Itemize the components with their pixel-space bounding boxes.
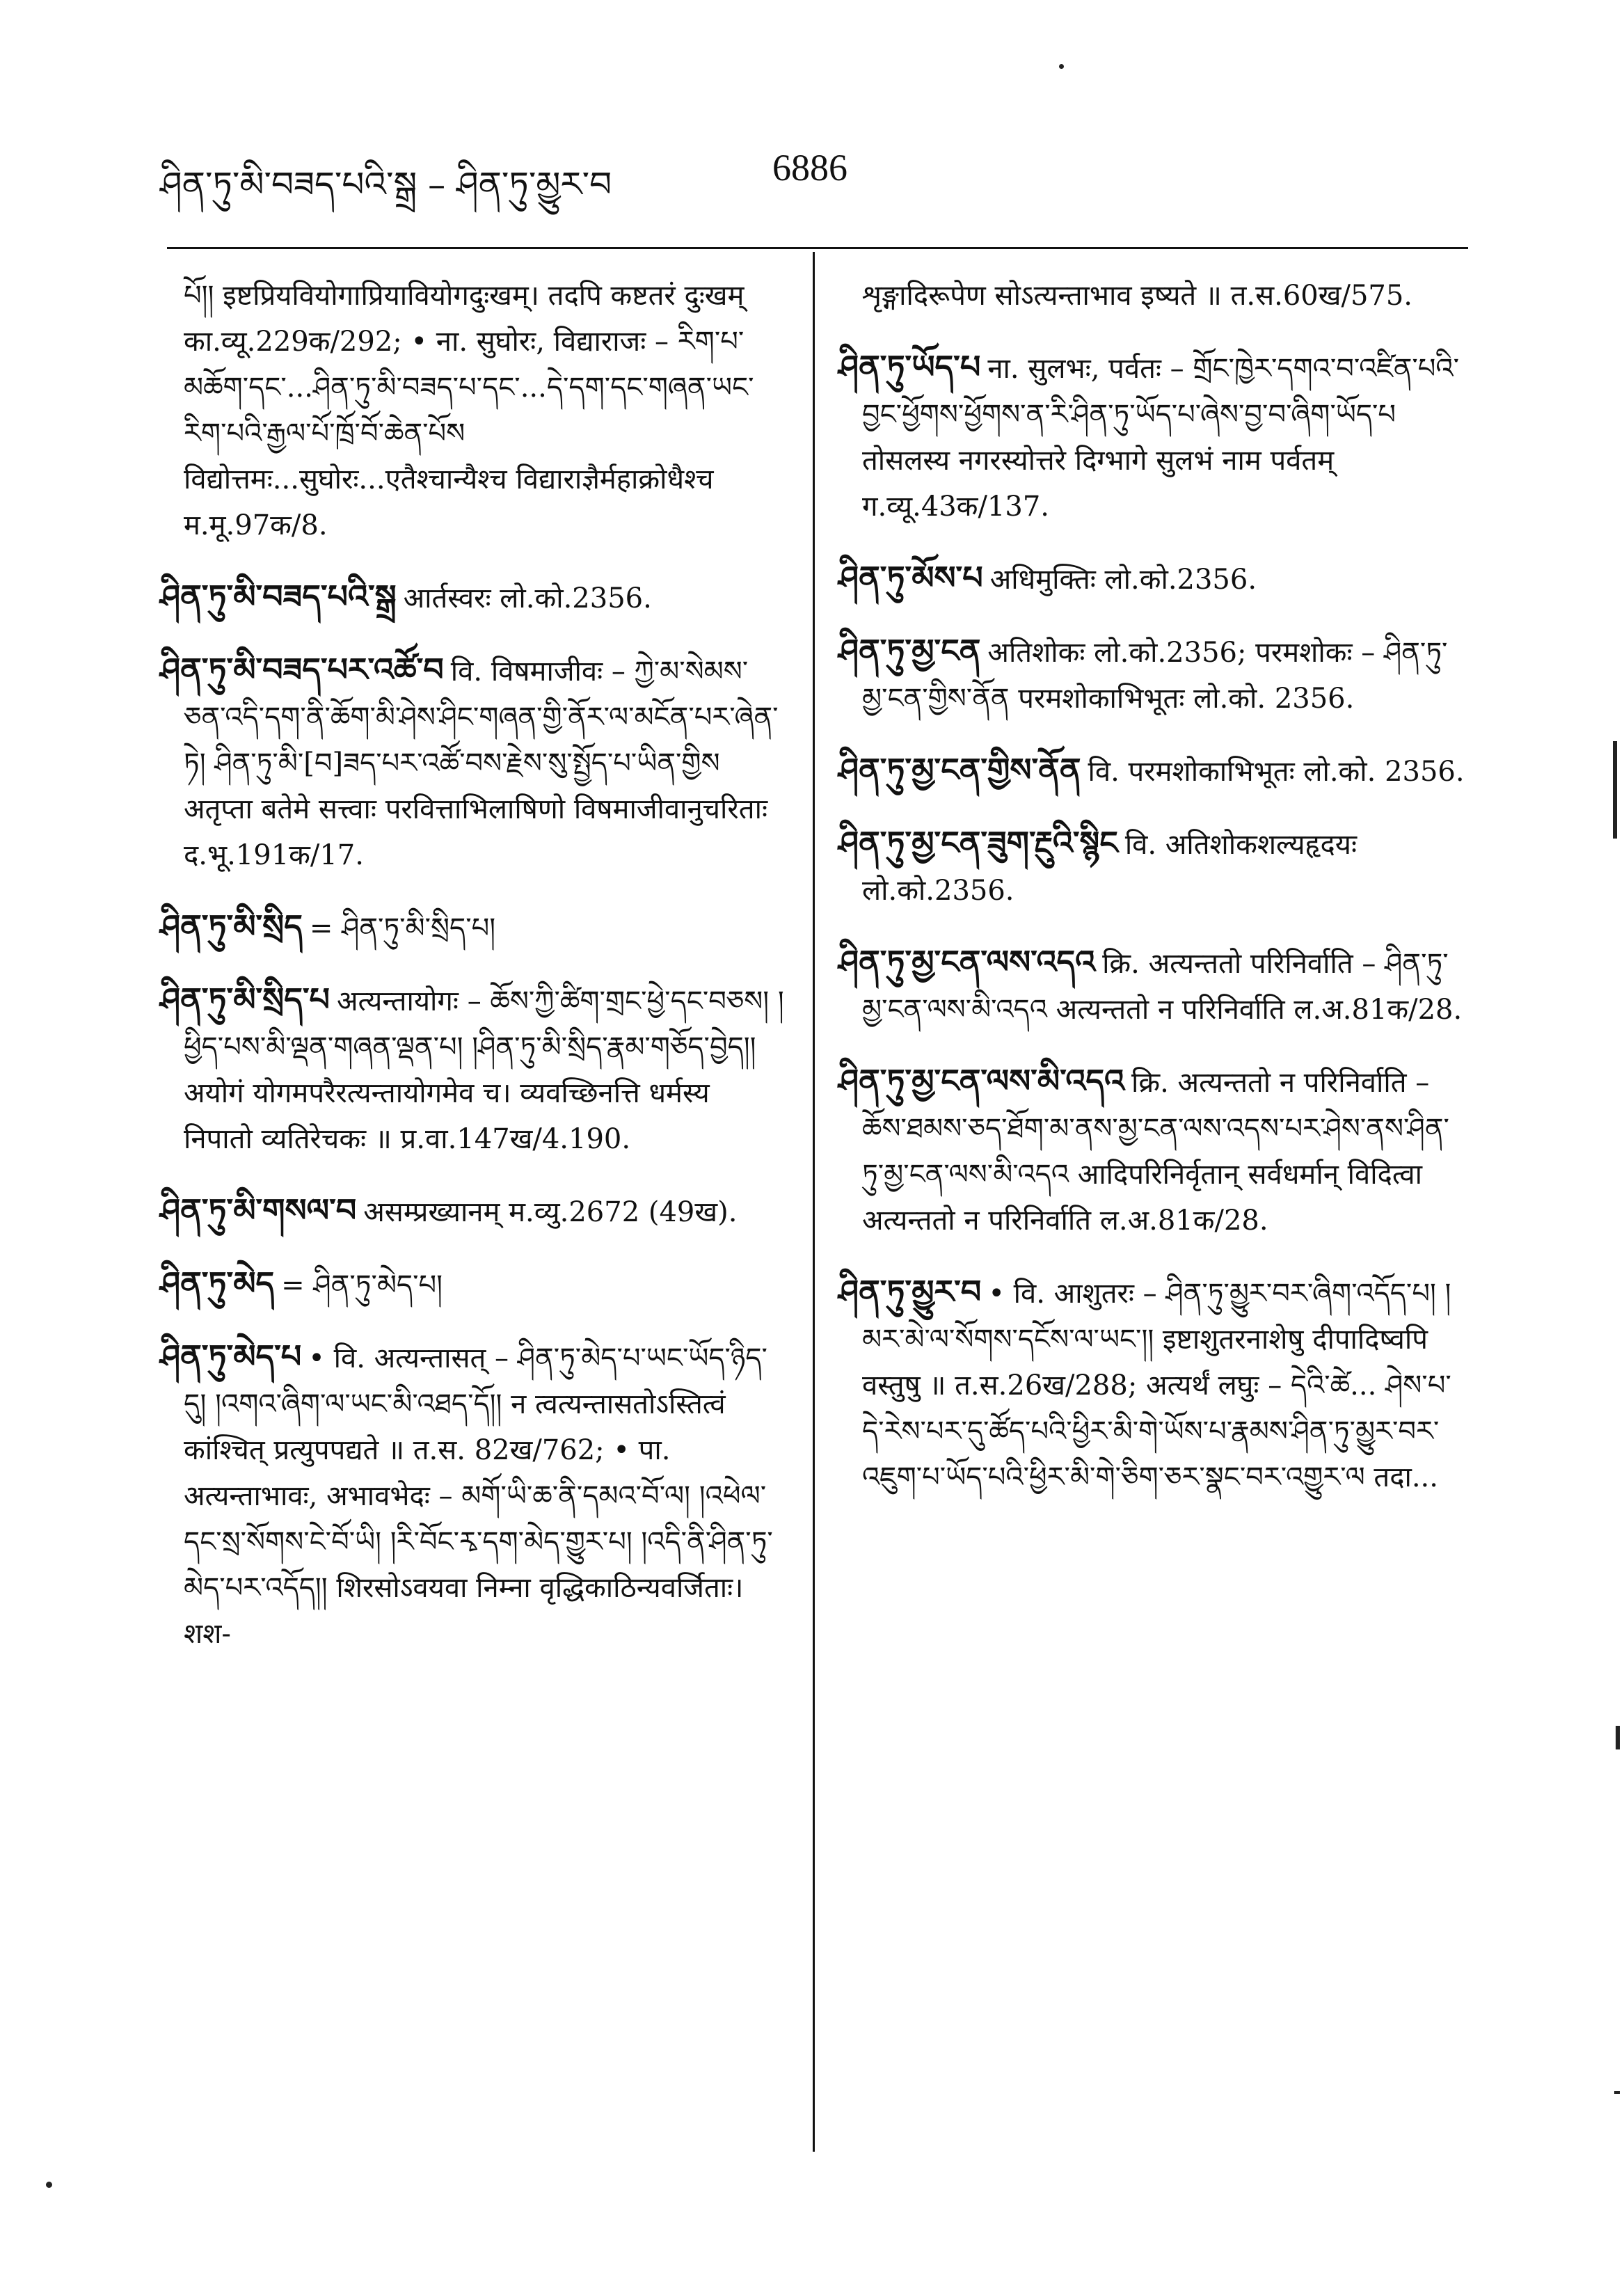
scan-edge-mark-3 <box>1614 2091 1620 2094</box>
dictionary-entry <box>838 939 1468 1033</box>
entry-definition: अतिशोकः लो.को.2356; परमशोकः – ཤིན་ཏུ་མྱ་ངན་གྱིས་ནོན परमशोकाभिभूतः लो.को. 2356. <box>862 637 1448 715</box>
dictionary-entry <box>838 820 1468 914</box>
dictionary-entry <box>160 976 786 1162</box>
right-column <box>838 273 1468 1525</box>
column-divider <box>813 252 815 2152</box>
entry-headword: ཤིན་ཏུ་མི་སྲིད <box>160 907 303 945</box>
scan-dot-bottom <box>46 2182 52 2188</box>
entry-definition: • वि. आशुतरः – ཤིན་ཏུ་མྱུར་བར་ཞིག་འདོད་པ། །མར་མེ་ལ་སོགས་དངོས་ལ་ཡང་།། इष्टाशुतरनाशेषु दीपादिष्वपि वस्तुषु ॥ त.स.26ख/288; अत्यर्थं लघुः – དེའི་ཚེ... ཤེས་པ་དེ་རེས་པར་དུ་ཚོད་པའི་ཕྱིར་མི་གེ་ཡོས་པ་རྣམས་ཤིན་ཏུ་མྱུར་བར་འཇུག་པ་ཡོད་པའི་ཕྱིར་མི་གེ་ཅིག་ཅར་སྣང་བར་འགྱུར་ལ तदा... <box>862 1278 1451 1493</box>
dictionary-entry <box>838 628 1468 722</box>
entry-headword: ཤིན་ཏུ་མི་སྲིད་པ <box>160 981 330 1018</box>
dictionary-entry <box>838 1269 1468 1500</box>
dictionary-entry <box>160 273 786 548</box>
entry-definition: वि. अतिशोकशल्यहृदयः लो.को.2356. <box>862 829 1358 907</box>
entry-definition: आर्तस्वरः लो.को.2356. <box>403 582 652 614</box>
entry-definition: • वि. अत्यन्तासत् – ཤིན་ཏུ་མེད་པ་ཡང་ཡོད་ཉིད་དུ། །འགའ་ཞིག་ལ་ཡང་མི་འཐད་དོ།། न त्वत्यन्तासतोऽस्तित्वं कांश्चित् प्रत्युपपद्यते ॥ त.स. 82ख/762; • पा. अत्यन्ताभावः, अभावभेदः – མགོ་ཡི་ཆ་ནི་དམའ་བོ་ལ། །འཕེལ་དང་སྲ་སོགས་ངེ་བོ་ཡི། །རི་བོང་རྭ་དག་མེད་གྱུར་པ། །འདི་ནི་ཤིན་ཏུ་མེད་པར་འདོད།། शिरसोऽवयवा निम्ना वृद्धिकाठिन्यवर्जिताः। शश- <box>184 1342 773 1650</box>
entry-headword: ཤིན་ཏུ་མྱ་ངན་གྱིས་ནོན <box>838 751 1081 788</box>
dictionary-entry <box>838 747 1468 795</box>
entry-headword: ཤིན་ཏུ་མེད <box>160 1264 275 1302</box>
entry-definition: असम्प्रख्यानम् म.व्यु.2672 (49ख). <box>363 1196 738 1228</box>
entry-headword: ཤིན་ཏུ་མི་བཟད་པར་འཚོ་བ <box>160 651 444 688</box>
entry-headword: ཤིན་ཏུ་མྱུར་བ <box>838 1273 982 1310</box>
entry-headword: ཤིན་ཏུ་མྱ་ངན་ལས་འདའ <box>838 943 1096 981</box>
dictionary-entry <box>838 555 1468 603</box>
entry-definition: = ཤིན་ཏུ་མེད་པ། <box>281 1269 443 1301</box>
entry-definition: वि. विषमाजीवः – ཀྱེ་མ་སེམས་ཅན་འདི་དག་ནི་ཆོག་མི་ཤེས་ཤིང་གཞན་གྱི་ནོར་ལ་མངོན་པར་ཞེན་ཏེ། ཤིན་ཏུ་མི་[བ]ཟད་པར་འཚོ་བས་རྗེས་སུ་སྤྱོད་པ་ཡིན་གྱིས अतृप्ता बतेमे सत्त्वाः परवित्ताभिलाषिणो विषमाजीवानुचरिताः द.भू.191क/17. <box>184 656 779 871</box>
page-header <box>160 146 1468 205</box>
scan-dot-top <box>1059 64 1064 69</box>
dictionary-entry <box>160 1187 786 1235</box>
entry-headword: ཤིན་ཏུ་མྱ་ངན་ལས་མི་འདའ <box>838 1062 1125 1100</box>
entry-definition: अत्यन्तायोगः – ཆོས་ཀྱི་ཚིག་གྲང་ཕྱེ་དང་བཅས། །ཕྱིད་པས་མི་ལྡན་གཞན་ལྡན་པ། །ཤིན་ཏུ་མི་སྲིད་རྣམ་གཅོད་བྱེད།། अयोगं योगमपरैरत्यन्तायोगमेव च। व्यवच्छिनत्ति धर्मस्य निपातो व्यतिरेचकः ॥ प्र.वा.147ख/4.190. <box>184 985 784 1155</box>
entry-headword: ཤིན་ཏུ་མྱ་ངན <box>838 632 981 669</box>
dictionary-entry <box>838 344 1468 530</box>
entry-definition: शृङ्गादिरूपेण सोऽत्यन्ताभाव इष्यते ॥ त.स.60ख/575. <box>862 280 1413 312</box>
entry-headword: ཤིན་ཏུ་མི་བཟད་པའི་སྒྲ <box>160 578 397 615</box>
entry-headword: ཤིན་ཏུ་ཡོད་པ <box>838 348 981 386</box>
entry-headword: ཤིན་ཏུ་མི་གསལ་བ <box>160 1191 357 1229</box>
entry-definition: क्रि. अत्यन्ततो न परिनिर्वाति – ཆོས་ཐམས་ཅད་ཐོག་མ་ནས་མྱ་ངན་ལས་འདས་པར་ཤེས་ནས་ཤིན་ཏུ་མྱ་ངན་ལས་མི་འདའ आदिपरिनिर्वृतान् सर्वधर्मान् विदित्वा अत्यन्ततो न परिनिर्वाति ल.अ.81क/28. <box>862 1067 1449 1237</box>
dictionary-entry <box>160 573 786 621</box>
dictionary-entry <box>838 1058 1468 1244</box>
dictionary-entry <box>160 903 786 951</box>
dictionary-entry <box>160 1260 786 1308</box>
entry-definition: = ཤིན་ཏུ་མི་སྲིད་པ། <box>309 912 496 944</box>
entry-headword: ཤིན་ཏུ་མེད་པ <box>160 1338 302 1375</box>
scan-edge-mark-2 <box>1616 1726 1620 1749</box>
entry-definition: वि. परमशोकाभिभूतः लो.को. 2356. <box>1088 756 1465 788</box>
entry-headword: ཤིན་ཏུ་མོས་པ <box>838 559 983 596</box>
entry-definition: अधिमुक्तिः लो.को.2356. <box>989 564 1257 596</box>
entry-definition: ना. सुलभः, पर्वतः – གྲོང་ཁྱེར་དགའ་བ་འཛིན་པའི་བྱང་ཕྱོགས་ཕྱོགས་ན་རི་ཤིན་ཏུ་ཡོད་པ་ཞེས་བྱ་བ་ཞིག་ཡོད་པ तोसलस्य नगरस्योत्तरे दिग्भागे सुलभं नाम पर्वतम् ग.व्यू.43क/137. <box>862 353 1460 523</box>
dictionary-entry <box>160 646 786 878</box>
scan-edge-mark-1 <box>1613 741 1617 839</box>
dictionary-entry <box>838 273 1468 319</box>
entry-definition: པོ།། इष्टप्रियवियोगाप्रियावियोगदुःखम्। तदपि कष्टतरं दुःखम् का.व्यू.229क/292; • ना. सुघोरः, विद्याराजः – རིག་པ་མཆོག་དང་...ཤིན་ཏུ་མི་བཟད་པ་དང་...དེ་དག་དང་གཞན་ཡང་རིག་པའི་རྒྱལ་པོ་ཁྲོ་བོ་ཆེན་པོས विद्योत्तमः...सुघोरः...एतैश्चान्यैश्च विद्याराज्ञैर्महाक्रोधैश्च म.मू.97क/8. <box>184 280 754 541</box>
left-column <box>160 273 786 1682</box>
dictionary-entry <box>160 1333 786 1657</box>
header-rule <box>167 247 1468 249</box>
entry-definition: क्रि. अत्यन्ततो परिनिर्वाति – ཤིན་ཏུ་མྱ་ངན་ལས་མི་འདའ अत्यन्ततो न परिनिर्वाति ल.अ.81क/28. <box>862 948 1463 1026</box>
page-number: 6886 <box>772 147 847 189</box>
entry-headword: ཤིན་ཏུ་མྱ་ངན་ཟུག་རྔུའི་སྙིང <box>838 824 1118 862</box>
running-head: ཤིན་ཏུ་མི་བཟད་པའི་སྒྲ – ཤིན་ཏུ་མྱུར་བ <box>160 164 612 205</box>
